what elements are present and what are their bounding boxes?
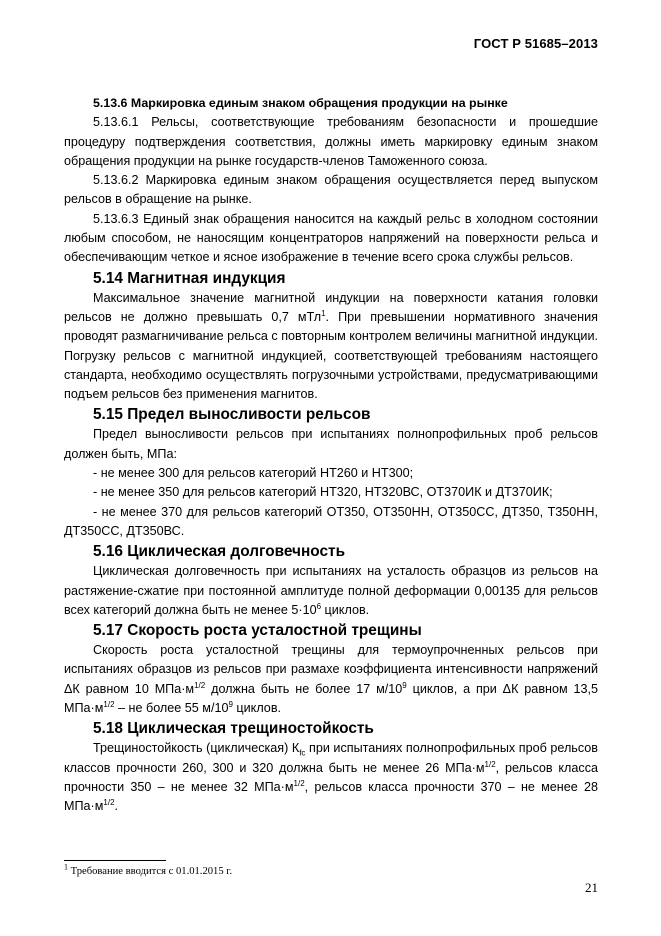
document-body xyxy=(64,94,598,817)
footnote-reference: 1 xyxy=(321,308,326,318)
list-item: - не менее 370 для рельсов категорий ОТ350, ОТ350НН, ОТ350СС, ДТ350, Т350НН, ДТ350СС, ДТ350ВС. xyxy=(64,504,598,538)
footnote-mark: 1 xyxy=(64,862,68,872)
document-header: ГОСТ Р 51685–2013 xyxy=(473,36,598,51)
page-number: 21 xyxy=(585,880,598,895)
paragraph-5-14: Максимальное значение магнитной индукции на поверхности катания головки рельсов не должно превышать 0,7 мТл$^1$. При превышении нормативного значения проводят размагничивание рельса с повторным контролем величины магнитной индукции. Погрузку рельсов с магнитной индукцией, соответствующей требованиям настоящего стандарта, необходимо осуществлять погрузочными устройствами, предусматривающими подъем рельсов без применения магнитов. xyxy=(64,290,598,402)
list-item: - не менее 350 для рельсов категорий НТ320, НТ320ВС, ОТ370ИК и ДТ370ИК; xyxy=(93,485,553,500)
paragraph-5-13-6-3: 5.13.6.3 Единый знак обращения наносится на каждый рельс в холодном состоянии любым способом, не наносящим концентраторов напряжений на поверхности рельса и обеспечивающим четкое и ясное изображение в течение всего срока службы рельсов. xyxy=(64,211,598,265)
footnote-divider xyxy=(64,860,166,861)
footnote xyxy=(64,862,233,877)
paragraph-5-13-6-2: 5.13.6.2 Маркировка единым знаком обращения осуществляется перед выпуском рельсов в обращение на рынке. xyxy=(64,173,598,207)
list-item: - не менее 300 для рельсов категорий НТ260 и НТ300; xyxy=(93,466,414,481)
paragraph-5-18: Трещиностойкость (циклическая) $К_{fc}$ при испытаниях полнопрофильных проб рельсов классов прочности 260, 300 и 320 должна быть не менее 26 $МПа\cdot м^{1/2}$, рельсов класса прочности 350 – не менее 32 $МПа\cdot м^{1/2}$, рельсов класса прочности 370 – не менее 28 $МПа\cdot м^{1/2}$. xyxy=(64,741,598,814)
section-5-18-title: 5.18 Циклическая трещиностойкость xyxy=(93,720,374,738)
paragraph-5-13-6-1: 5.13.6.1 Рельсы, соответствующие требованиям безопасности и прошедшие процедуру подтверждения соответствия, должны иметь маркировку единым знаком обращения продукции на рынке государств-членов Таможенного союза. xyxy=(64,115,598,168)
footnote-text: Требование вводится с 01.01.2015 г. xyxy=(68,866,233,877)
section-5-15-title: 5.15 Предел выносливости рельсов xyxy=(93,406,371,424)
paragraph-5-15-intro: Предел выносливости рельсов при испытаниях полнопрофильных проб рельсов должен быть, МПа: xyxy=(64,427,598,461)
section-5-17-title: 5.17 Скорость роста усталостной трещины xyxy=(93,622,422,640)
section-5-13-6-title: 5.13.6 Маркировка единым знаком обращения продукции на рынке xyxy=(93,96,508,110)
paragraph-5-16: Циклическая долговечность при испытаниях на усталость образцов из рельсов на растяжение-сжатие при постоянной амплитуде полной деформации 0,00135 для рельсов всех категорий должна быть не менее $5\cdot 10^6$ циклов. xyxy=(64,564,598,617)
section-5-14-title: 5.14 Магнитная индукция xyxy=(93,269,286,287)
section-5-16-title: 5.16 Циклическая долговечность xyxy=(93,543,346,561)
paragraph-5-17: Скорость роста усталостной трещины для термоупрочненных рельсов при испытаниях образцов из рельсов при размахе коэффициента интенсивности напряжений ΔК равном 10 $МПа\cdot м^{1/2}$ должна быть не более 17 $м/10^9$ циклов, а при ΔК равном 13,5 $МПа\cdot м^{1/2}$ – не более 55 $м/10^9$ циклов. xyxy=(64,643,599,716)
